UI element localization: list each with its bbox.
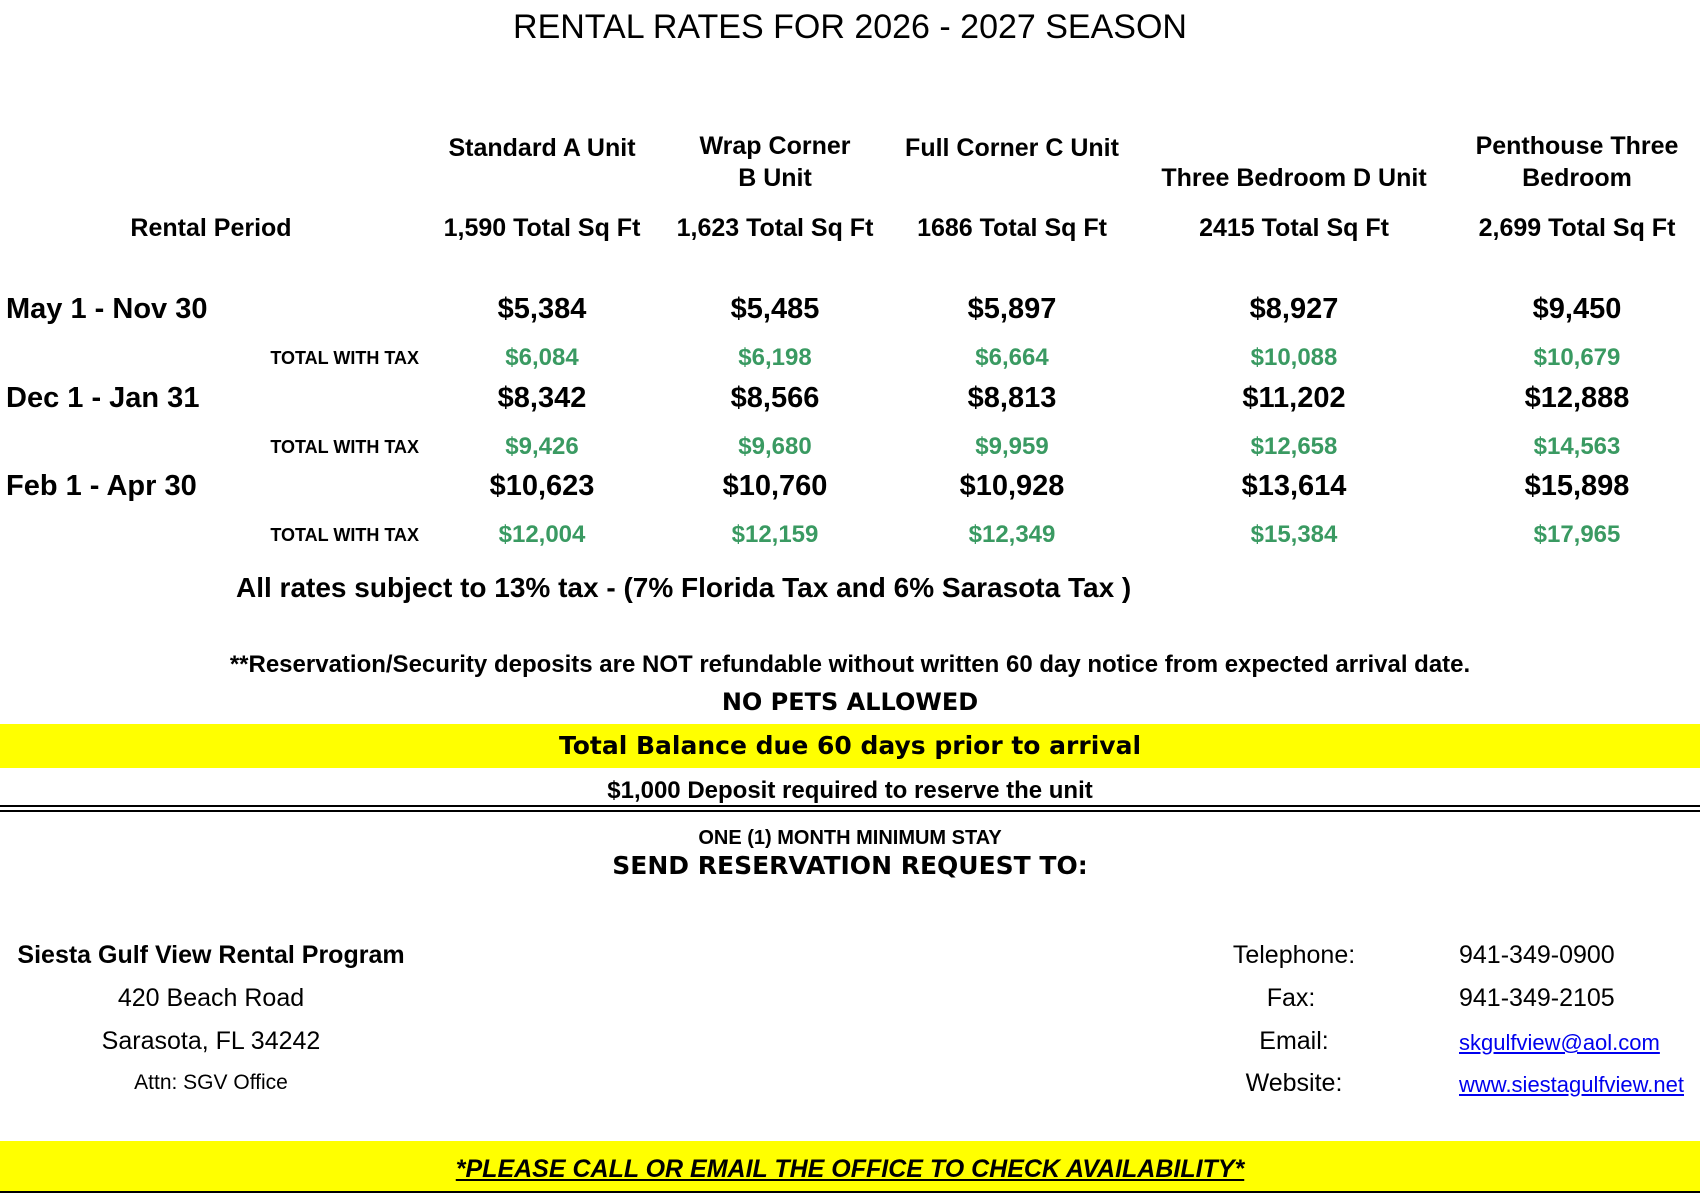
rate-with-tax-ph: $10,679: [1533, 344, 1621, 371]
unit-c-sqft: 1686 Total Sq Ft: [917, 214, 1107, 242]
rate-price-a: $10,623: [489, 470, 595, 502]
unit-a-sqft: 1,590 Total Sq Ft: [443, 214, 641, 242]
rate-price-b: $5,485: [730, 293, 820, 325]
unit-b-sqft: 1,623 Total Sq Ft: [676, 214, 874, 242]
rate-with-tax-d: $15,384: [1250, 521, 1338, 548]
rate-price-b: $10,760: [722, 470, 828, 502]
rate-price-ph: $15,898: [1524, 470, 1630, 502]
period-label: May 1 - Nov 30: [6, 293, 208, 325]
rate-with-tax-d: $12,658: [1250, 433, 1338, 460]
divider-bottom: [0, 810, 1700, 812]
unit-ph-name-line1: Penthouse Three: [1475, 132, 1679, 160]
email-label: Email:: [1259, 1027, 1329, 1055]
rate-with-tax-b: $6,198: [738, 344, 812, 371]
rate-with-tax-d: $10,088: [1250, 344, 1338, 371]
website-link[interactable]: www.siestagulfview.net: [1459, 1072, 1684, 1097]
minimum-stay: ONE (1) MONTH MINIMUM STAY: [698, 827, 1002, 849]
total-with-tax-label: TOTAL WITH TAX: [270, 437, 419, 457]
total-with-tax-label: TOTAL WITH TAX: [270, 348, 419, 368]
rate-with-tax-c: $12,349: [968, 521, 1056, 548]
city-state-zip: Sarasota, FL 34242: [101, 1027, 321, 1055]
rental-period-header: Rental Period: [130, 214, 292, 242]
rate-with-tax-ph: $14,563: [1533, 433, 1621, 460]
fax-label: Fax:: [1266, 984, 1316, 1012]
rate-price-c: $8,813: [967, 382, 1057, 414]
page-title: RENTAL RATES FOR 2026 - 2027 SEASON: [513, 8, 1187, 46]
unit-ph-name-line2: Bedroom: [1522, 164, 1632, 192]
rate-with-tax-a: $6,084: [505, 344, 579, 371]
total-with-tax-label: TOTAL WITH TAX: [270, 525, 419, 545]
attention-line: Attn: SGV Office: [134, 1071, 288, 1094]
fax-value: 941-349-2105: [1459, 984, 1615, 1012]
unit-d-name: Three Bedroom D Unit: [1161, 164, 1427, 192]
rate-price-d: $11,202: [1242, 382, 1346, 414]
telephone-value: 941-349-0900: [1459, 941, 1615, 969]
availability-notice: *PLEASE CALL OR EMAIL THE OFFICE TO CHECK AVAILABILITY*: [455, 1155, 1245, 1183]
balance-due-text: Total Balance due 60 days prior to arrival: [558, 731, 1142, 760]
unit-b-name-line1: Wrap Corner: [699, 132, 851, 160]
rate-with-tax-a: $9,426: [505, 433, 579, 460]
unit-c-name: Full Corner C Unit: [905, 134, 1119, 162]
deposit-required: $1,000 Deposit required to reserve the unit: [607, 777, 1093, 804]
company-name: Siesta Gulf View Rental Program: [17, 941, 405, 969]
rate-with-tax-b: $9,680: [738, 433, 812, 460]
divider-top: [0, 805, 1700, 807]
unit-a-name: Standard A Unit: [448, 134, 636, 162]
period-label: Feb 1 - Apr 30: [6, 470, 197, 502]
send-to-heading: SEND RESERVATION REQUEST TO:: [612, 851, 1088, 880]
website-label: Website:: [1245, 1069, 1343, 1097]
rate-price-c: $10,928: [959, 470, 1065, 502]
unit-ph-sqft: 2,699 Total Sq Ft: [1478, 214, 1676, 242]
rate-with-tax-ph: $17,965: [1533, 521, 1621, 548]
rate-price-a: $8,342: [497, 382, 587, 414]
rate-price-d: $13,614: [1241, 470, 1347, 502]
rate-price-ph: $12,888: [1524, 382, 1630, 414]
unit-d-sqft: 2415 Total Sq Ft: [1199, 214, 1389, 242]
deposit-note: **Reservation/Security deposits are NOT refundable without written 60 day notice from expected arrival date.: [229, 651, 1471, 678]
telephone-label: Telephone:: [1232, 941, 1356, 969]
rate-with-tax-c: $6,664: [975, 344, 1049, 371]
email-link[interactable]: skgulfview@aol.com: [1459, 1030, 1660, 1055]
period-label: Dec 1 - Jan 31: [6, 382, 200, 414]
rate-with-tax-c: $9,959: [975, 433, 1049, 460]
rate-with-tax-b: $12,159: [731, 521, 819, 548]
footer-rule: [0, 1191, 1700, 1193]
rate-price-ph: $9,450: [1532, 293, 1622, 325]
tax-note: All rates subject to 13% tax - (7% Florida Tax and 6% Sarasota Tax ): [236, 572, 1132, 603]
rate-price-a: $5,384: [497, 293, 587, 325]
rate-price-c: $5,897: [967, 293, 1057, 325]
no-pets-notice: NO PETS ALLOWED: [721, 688, 979, 716]
rate-with-tax-a: $12,004: [498, 521, 586, 548]
unit-b-name-line2: B Unit: [738, 164, 812, 192]
street-address: 420 Beach Road: [117, 984, 305, 1012]
rate-price-d: $8,927: [1249, 293, 1339, 325]
rate-price-b: $8,566: [730, 382, 820, 414]
